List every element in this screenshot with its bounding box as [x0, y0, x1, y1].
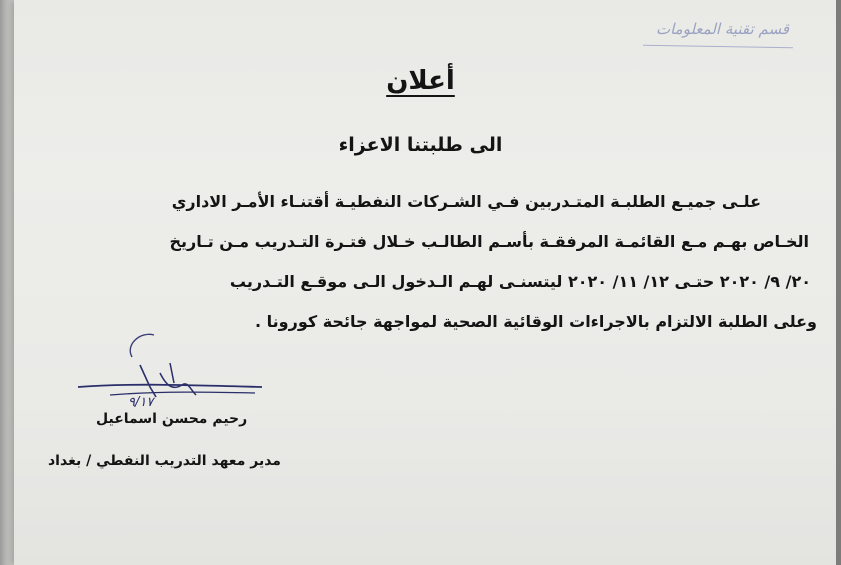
signer-name: رحيم محسن اسماعيل [96, 411, 248, 427]
signer-title: مدير معهد التدريب النفطي / بغداد [48, 453, 281, 469]
body-line-4: وعلى الطلبة الالتزام بالاجراءات الوقائية الصحية لمواجهة جائحة كورونا . [255, 312, 817, 331]
department-stamp: قسم تقنية المعلومات [655, 20, 789, 38]
announcement-addressee: الى طلبتنا الاعزاء [338, 134, 503, 156]
body-line-2: الخـاص بهـم مـع القائمـة المرفقـة بأسـم الطالـب خـلال فتـرة التـدريب مـن تـاريخ [169, 232, 809, 251]
body-line-3: ٢٠/ ٩/ ٢٠٢٠ حتـى ١٢/ ١١/ ٢٠٢٠ ليتسنـى لهـم الـدخول الـى موقـع التـدريب [229, 272, 811, 291]
body-line-1: علـى جميـع الطلبـة المتـدربين فـي الشـركات النفطيـة أقتنـاء الأمـر الاداري [171, 192, 761, 211]
announcement-title: أعلان [386, 66, 455, 96]
signature-date: ٩/١٧ [128, 395, 154, 410]
